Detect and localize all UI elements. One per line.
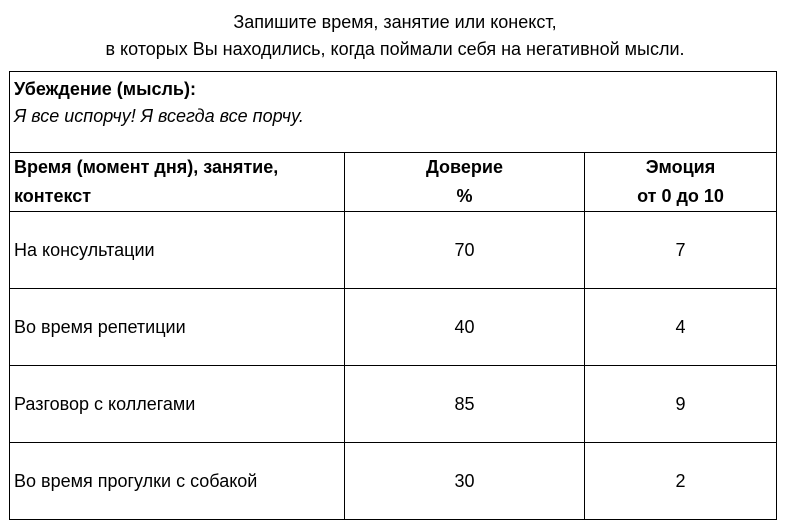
emotion-cell[interactable]: 9 [585, 366, 777, 443]
context-cell[interactable]: Разговор с коллегами [10, 366, 345, 443]
belief-row [10, 72, 777, 153]
emotion-cell[interactable]: 7 [585, 212, 777, 289]
header-row [10, 153, 777, 212]
table-row [10, 212, 777, 289]
instructions-line-2: в которых Вы находились, когда поймали себя на негативной мысли. [105, 39, 685, 59]
thought-record-table [9, 71, 777, 520]
context-cell[interactable]: На консультации [10, 212, 345, 289]
column-header-emotion-line-1: Эмоция [645, 157, 716, 177]
column-header-emotion-line-2: от 0 до 10 [637, 186, 724, 206]
table-row [10, 289, 777, 366]
trust-cell[interactable]: 70 [345, 212, 585, 289]
instructions-line-1: Запишите время, занятие или конекст, [233, 12, 557, 32]
trust-cell[interactable]: 30 [345, 443, 585, 520]
table-row [10, 443, 777, 520]
emotion-cell[interactable]: 2 [585, 443, 777, 520]
column-header-emotion[interactable] [585, 153, 777, 212]
belief-title: Убеждение (мысль): [14, 79, 196, 99]
context-cell[interactable]: Во время репетиции [10, 289, 345, 366]
column-header-time[interactable] [10, 153, 345, 212]
belief-text: Я все испорчу! Я всегда все порчу. [14, 106, 304, 126]
column-header-trust-line-2: % [456, 186, 473, 206]
column-header-time-line-2: контекст [14, 186, 92, 206]
table-row [10, 366, 777, 443]
column-header-trust-line-1: Доверие [426, 157, 503, 177]
instructions [0, 9, 790, 63]
belief-cell[interactable] [10, 72, 777, 153]
trust-cell[interactable]: 40 [345, 289, 585, 366]
trust-cell[interactable]: 85 [345, 366, 585, 443]
context-cell[interactable]: Во время прогулки с собакой [10, 443, 345, 520]
column-header-trust[interactable] [345, 153, 585, 212]
emotion-cell[interactable]: 4 [585, 289, 777, 366]
column-header-time-line-1: Время (момент дня), занятие, [14, 157, 279, 177]
